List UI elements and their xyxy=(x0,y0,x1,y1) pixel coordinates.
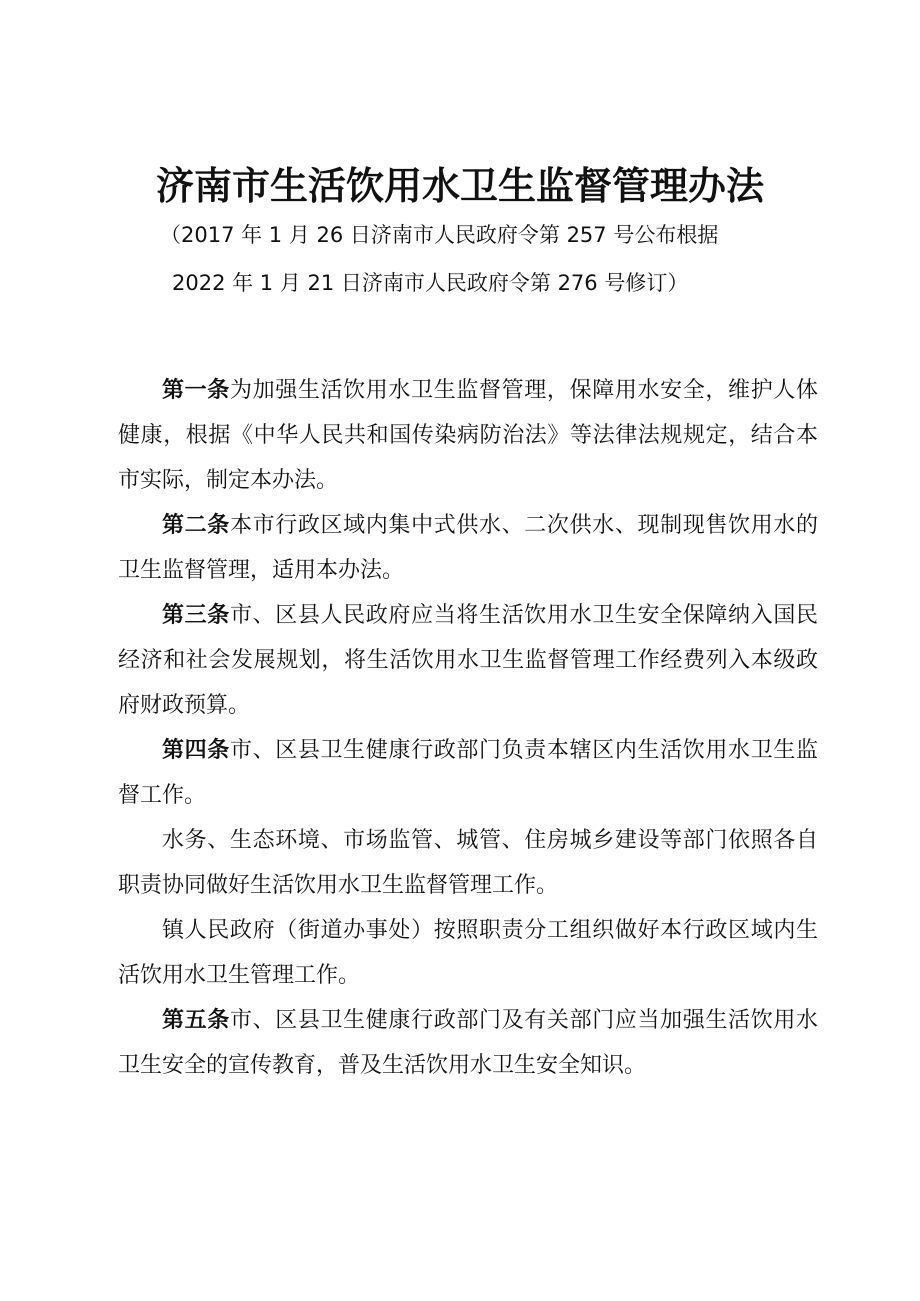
article-number: 第四条 xyxy=(162,738,230,763)
body-paragraph xyxy=(118,818,818,908)
article-text: 市、区县卫生健康行政部门负责本辖区内生活饮用水卫生监督工作。 xyxy=(118,738,818,808)
article-number: 第二条 xyxy=(162,513,230,538)
article-paragraph xyxy=(118,368,818,503)
article-number: 第三条 xyxy=(162,603,230,628)
article-paragraph xyxy=(118,593,818,728)
document-subtitle-line1: （2017 年 1 月 26 日济南市人民政府令第 257 号公布根据 xyxy=(160,223,719,247)
article-text: 为加强生活饮用水卫生监督管理，保障用水安全，维护人体健康，根据《中华人民共和国传染病防治法》等法律法规规定，结合本市实际，制定本办法。 xyxy=(118,378,818,493)
document-subtitle-line2: 2022 年 1 月 21 日济南市人民政府令第 276 号修订） xyxy=(172,271,689,295)
paragraph-text: 水务、生态环境、市场监管、城管、住房城乡建设等部门依照各自职责协同做好生活饮用水卫生监督管理工作。 xyxy=(118,828,818,898)
article-paragraph xyxy=(118,728,818,818)
document-body xyxy=(118,368,818,1088)
article-text: 本市行政区域内集中式供水、二次供水、现制现售饮用水的卫生监督管理，适用本办法。 xyxy=(118,513,818,583)
article-number: 第一条 xyxy=(162,378,230,403)
paragraph-text: 镇人民政府（街道办事处）按照职责分工组织做好本行政区域内生活饮用水卫生管理工作。 xyxy=(118,918,818,988)
article-text: 市、区县人民政府应当将生活饮用水卫生安全保障纳入国民经济和社会发展规划，将生活饮用水卫生监督管理工作经费列入本级政府财政预算。 xyxy=(118,603,818,718)
article-number: 第五条 xyxy=(162,1008,230,1033)
article-paragraph xyxy=(118,503,818,593)
document-title: 济南市生活饮用水卫生监督管理办法 xyxy=(155,164,764,208)
body-paragraph xyxy=(118,908,818,998)
article-paragraph xyxy=(118,998,818,1088)
article-text: 市、区县卫生健康行政部门及有关部门应当加强生活饮用水卫生安全的宣传教育，普及生活饮用水卫生安全知识。 xyxy=(118,1008,818,1078)
